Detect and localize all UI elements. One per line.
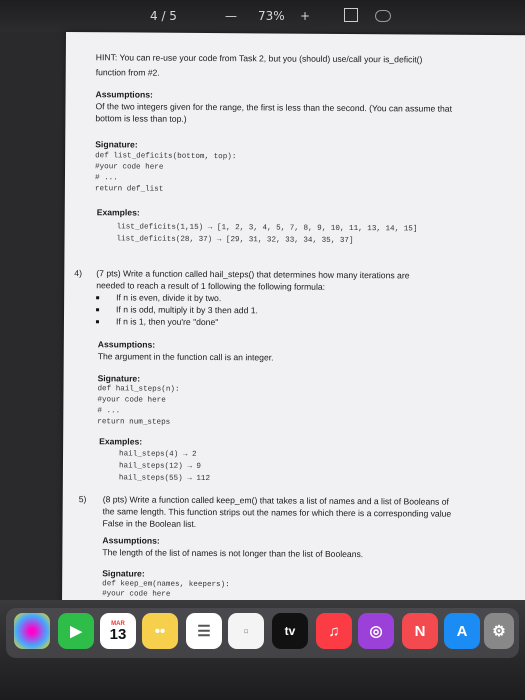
rule-item: If n is odd, multiply it by 3 then add 1. bbox=[116, 304, 258, 316]
music-icon[interactable]: ♫ bbox=[316, 613, 352, 649]
assumptions-text-1a: Of the two integers given for the range, the first is less than the second. (You can assume that bbox=[95, 101, 453, 114]
example-line: list_deficits(1,15) → [1, 2, 3, 4, 5, 7, 8, 9, 10, 11, 13, 14, 15] bbox=[116, 223, 418, 234]
news-icon[interactable]: N bbox=[402, 613, 438, 649]
freeform-icon[interactable]: ▫ bbox=[228, 613, 264, 649]
examples-heading-1: Examples: bbox=[96, 207, 140, 218]
app-store-icon[interactable]: A bbox=[444, 613, 480, 649]
zoom-level[interactable]: 73% bbox=[258, 9, 285, 23]
rule-item: If n is 1, then you're "done" bbox=[115, 316, 219, 328]
photos-icon[interactable] bbox=[14, 613, 50, 649]
dock bbox=[0, 600, 525, 700]
bullet-icon bbox=[96, 308, 99, 311]
hint-line2: function from #2. bbox=[95, 67, 160, 78]
example-line: hail_steps(55) → 112 bbox=[118, 474, 211, 484]
question-4-line1: (7 pts) Write a function called hail_steps() that determines how many iterations are bbox=[96, 268, 410, 281]
facetime-icon[interactable]: ▶ bbox=[58, 613, 94, 649]
code-line: #your code here bbox=[97, 396, 166, 405]
signature-heading-3: Signature: bbox=[102, 568, 145, 579]
calendar-day: 13 bbox=[109, 625, 127, 643]
example-line: hail_steps(12) → 9 bbox=[118, 462, 202, 471]
calendar-month: MAR bbox=[111, 620, 125, 627]
apple-tv-icon[interactable] bbox=[272, 613, 308, 649]
rotate-icon[interactable] bbox=[375, 10, 391, 22]
code-line: #your code here bbox=[102, 590, 171, 599]
fit-page-icon[interactable] bbox=[344, 8, 358, 22]
question-4-line2: needed to reach a result of 1 following the following formula: bbox=[96, 280, 326, 292]
question-5-line3: False in the Boolean list. bbox=[102, 518, 197, 529]
code-line: return def_list bbox=[94, 185, 164, 194]
reminders-icon[interactable]: ☰ bbox=[186, 613, 222, 649]
assumptions-heading-1: Assumptions: bbox=[95, 89, 153, 100]
assumptions-heading-3: Assumptions: bbox=[102, 535, 160, 546]
settings-icon[interactable]: ⚙ bbox=[484, 613, 514, 649]
code-line: def hail_steps(n): bbox=[97, 385, 180, 394]
examples-heading-2: Examples: bbox=[99, 436, 143, 447]
hint-line1: HINT: You can re-use your code from Task 2, but you (should) use/call your is_deficit() bbox=[95, 52, 423, 65]
code-line: return num_steps bbox=[97, 418, 171, 427]
document-page bbox=[62, 32, 525, 615]
question-5-line2: the same length. This function strips out the names for which there is a corresponding value bbox=[102, 506, 452, 519]
assumptions-heading-2: Assumptions: bbox=[97, 339, 156, 350]
calendar-icon[interactable] bbox=[100, 613, 136, 649]
assumptions-text-3: The length of the list of names is not longer than the list of Booleans. bbox=[102, 547, 364, 560]
bullet-icon bbox=[96, 296, 99, 299]
rule-item: If n is even, divide it by two. bbox=[116, 292, 222, 304]
podcasts-icon[interactable]: ◎ bbox=[358, 613, 394, 649]
example-line: list_deficits(28, 37) → [29, 31, 32, 33, 34, 35, 37] bbox=[116, 235, 354, 246]
zoom-separator: — bbox=[225, 9, 237, 23]
question-5-line1: (8 pts) Write a function called keep_em() that takes a list of names and a list of Booleans of bbox=[102, 494, 449, 507]
code-line: def list_deficits(bottom, top): bbox=[95, 152, 237, 162]
example-line: hail_steps(4) → 2 bbox=[119, 450, 197, 459]
viewer-toolbar bbox=[0, 0, 525, 32]
tv-label: tv bbox=[284, 624, 296, 638]
assumptions-text-1b: bottom is less than top.) bbox=[95, 113, 187, 124]
assumptions-text-2: The argument in the function call is an integer. bbox=[97, 351, 274, 363]
signature-heading-2: Signature: bbox=[97, 373, 141, 384]
code-line: # ... bbox=[97, 407, 121, 416]
code-line: #your code here bbox=[95, 163, 164, 172]
signature-heading-1: Signature: bbox=[95, 139, 138, 150]
page-indicator: 4 / 5 bbox=[150, 9, 177, 23]
question-number-5: 5) bbox=[78, 494, 87, 505]
code-line: # ... bbox=[94, 174, 118, 183]
question-number-4: 4) bbox=[74, 268, 83, 279]
code-line: def keep_em(names, keepers): bbox=[102, 580, 230, 590]
bullet-icon bbox=[96, 320, 99, 323]
notes-icon[interactable]: •• bbox=[142, 613, 178, 649]
zoom-in-button[interactable]: + bbox=[300, 9, 311, 23]
